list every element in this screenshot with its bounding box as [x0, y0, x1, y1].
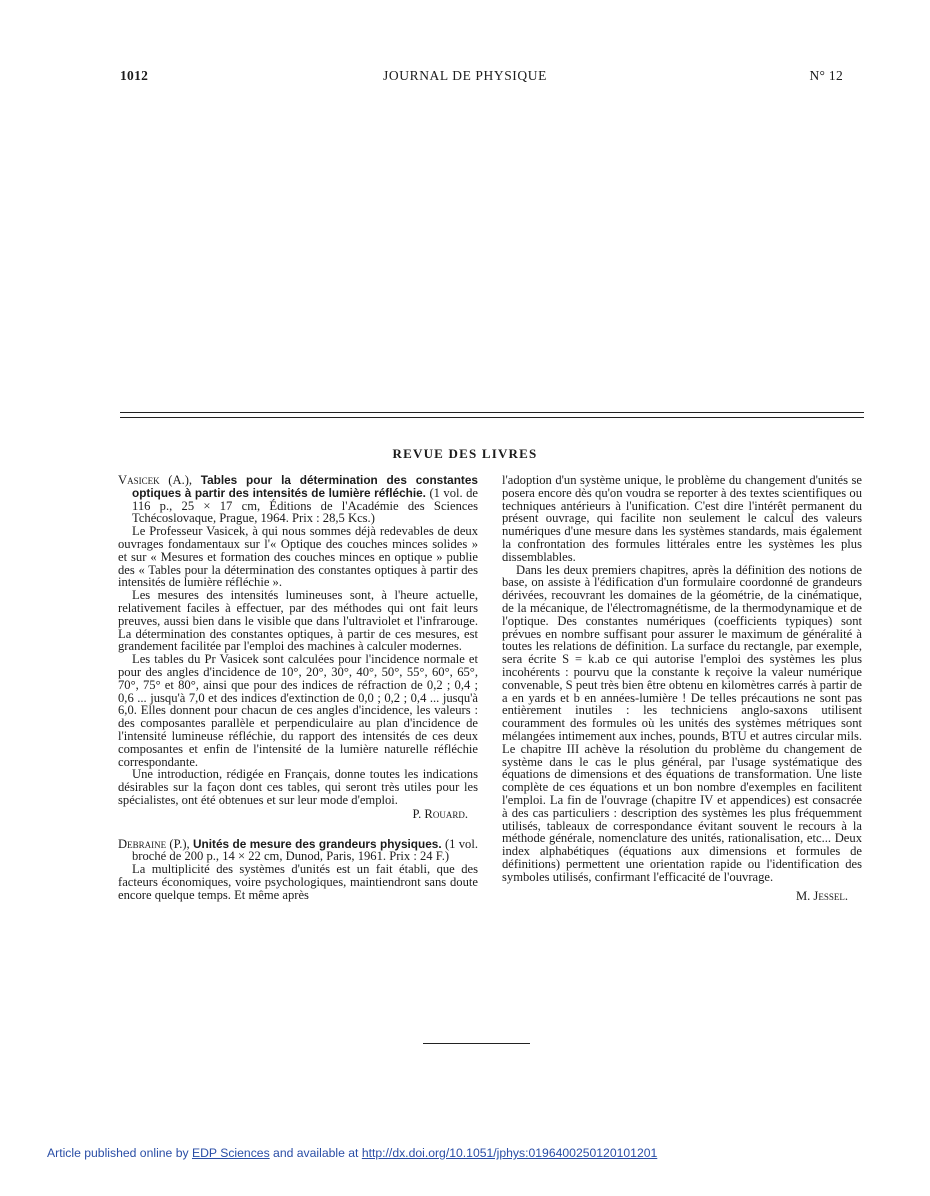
- end-rule: [423, 1043, 530, 1044]
- review1-paragraph: Le Professeur Vasicek, à qui nous sommes déjà redevables de deux ouvrages fondamentaux sur l'« Optique des couches minces solides » et sur « Mesures et formation des couches minces en optique » publie des « Tables pour la détermination des constantes optiques à partir des intensités de lumière réfléchie ».: [118, 524, 478, 590]
- left-column: [118, 474, 478, 902]
- review1-paragraph: Les tables du Pr Vasicek sont calculées pour l'incidence normale et pour des angles d'incidence de 10°, 20°, 30°, 40°, 50°, 55°, 60°, 65°, 70°, 75° et 80°, ainsi que pour des indices de réfraction de 0,2 ; 0,4 ; 0,6 ... jusqu'à 7,0 et des indices d'extinction de 0,0 ; 0,2 ; 0,4 ... jusqu'à 6,0. Elles donnent pour chacun de ces angles d'incidence, les valeurs : des composantes parallèle et perpendiculaire au plan d'incidence de l'intensité lumineuse réfléchie, du rapport des intensités de ces deux composantes et enfin de l'intensité de la lumière naturelle réfléchie correspondante.: [118, 652, 478, 769]
- review2-details: (1 vol. broché de 200 p., 14 × 22 cm, Dunod, Paris, 1961. Prix : 24 F.): [132, 836, 478, 864]
- review2-heading: [118, 838, 478, 864]
- footer-middle: and available at: [269, 1146, 362, 1160]
- section-rule-bottom: [120, 417, 864, 418]
- right-column: [502, 474, 862, 902]
- review2-paragraph: l'adoption d'un système unique, le problème du changement d'unités se posera encore dès qu'on voudra se reporter à des textes scientifiques ou techniques antérieurs à l'unification. C'est dire l'intérêt permanent du présent ouvrage, qui facilite non seulement le calcul des valeurs numériques d'une mesure dans les systèmes standards, mais également la confrontation des formules littérales entre les systèmes les plus dissemblables.: [502, 473, 862, 564]
- review1-details: (1 vol. de 116 p., 25 × 17 cm, Éditions de l'Académie des Sciences Tchécoslovaque, Prague, 1964. Prix : 28,5 Kcs.): [132, 485, 478, 526]
- issue-number: N° 12: [809, 68, 843, 83]
- review2-paragraph: La multiplicité des systèmes d'unités est un fait établi, que des facteurs économiques, voire psychologiques, maintiendront sans doute encore quelque temps. Et même après: [118, 862, 478, 902]
- review2-paragraph: Dans les deux premiers chapitres, après la définition des notions de base, on assiste à l'édification d'un formulaire coordonné de grandeurs dérivées, recouvrant les domaines de la géométrie, de la cinématique, de la mécanique, de l'électromagnétisme, de la thermodynamique et de l'optique. Des constantes numériques (coefficients typiques) sont prévues en nombre suffisant pour assurer le maximum de généralité à toutes les relations de définition. La surface du rectangle, par exemple, sera écrite S = k.ab ce qui autorise l'emploi des systèmes les plus incohérents : pourvu que la constante k reçoive la valeur numérique convenable, S peut très bien être obtenu en kilomètres carrés à partir de a en yards et b en années-lumière ! De telles précautions ne sont pas entièrement inutiles : les techniciens anglo-saxons utilisent couramment des formules où les unités des systèmes métriques sont mélangées intimement aux inches, pounds, BTU et autres circular mils. Le chapitre III achève la résolution du problème du changement de système dans le cas le plus général, par l'usage systématique des équations de dimensions et des équations de transformation. Une liste complète de ces équations et un bon nombre d'exemples en facilitent l'emploi. La fin de l'ouvrage (chapitre IV et appendices) est consacrée à des cas particuliers : description des systèmes les plus fréquemment utilisés, tableaux de correspondance évitant souvent le recours à la méthode générale, nomenclature des unités, rationalisation, etc... Deux index alphabétiques (équations aux dimensions et formules de définitions) permettent une orientation rapide ou l'identification des symboles utilisés, confirmant l'efficacité de l'ouvrage.: [502, 562, 862, 884]
- review1-heading: [118, 474, 478, 525]
- review2-signature: M. Jessel.: [795, 888, 848, 903]
- section-title: REVUE DES LIVRES: [392, 446, 538, 461]
- review2-title: Unités de mesure des grandeurs physiques.: [193, 836, 442, 851]
- publisher-link[interactable]: EDP Sciences: [191, 1146, 270, 1160]
- review1-paragraph: Les mesures des intensités lumineuses sont, à l'heure actuelle, relativement faciles à effectuer, par des méthodes qui ont fait leurs preuves, aussi bien dans le visible que dans l'ultraviolet et l'infrarouge. La détermination des constantes optiques, à partir de ces mesures, est grandement facilitée par l'emploi des machines à calculer modernes.: [118, 588, 478, 654]
- section-rule-top: [120, 412, 864, 413]
- footer: [47, 1146, 657, 1160]
- review1-paragraph: Une introduction, rédigée en Français, donne toutes les indications désirables sur la façon dont ces tables, qui seront très utiles pour les spécialistes, ont été obtenues et sur leur mode d'emploi.: [118, 767, 478, 807]
- journal-title: JOURNAL DE PHYSIQUE: [383, 68, 547, 83]
- review1-author: Vasicek (A.),: [118, 473, 193, 487]
- footer-prefix: Article published online by: [47, 1146, 192, 1160]
- review1-signature: P. Rouard.: [412, 806, 468, 821]
- review1-title: Tables pour la détermination des constantes optiques à partir des intensités de lumière réfléchie.: [132, 473, 478, 500]
- doi-link[interactable]: http://dx.doi.org/10.1051/jphys:0196400250120101201: [361, 1146, 658, 1160]
- review2-author: Debraine (P.),: [118, 836, 190, 851]
- page-number: 1012: [120, 68, 149, 83]
